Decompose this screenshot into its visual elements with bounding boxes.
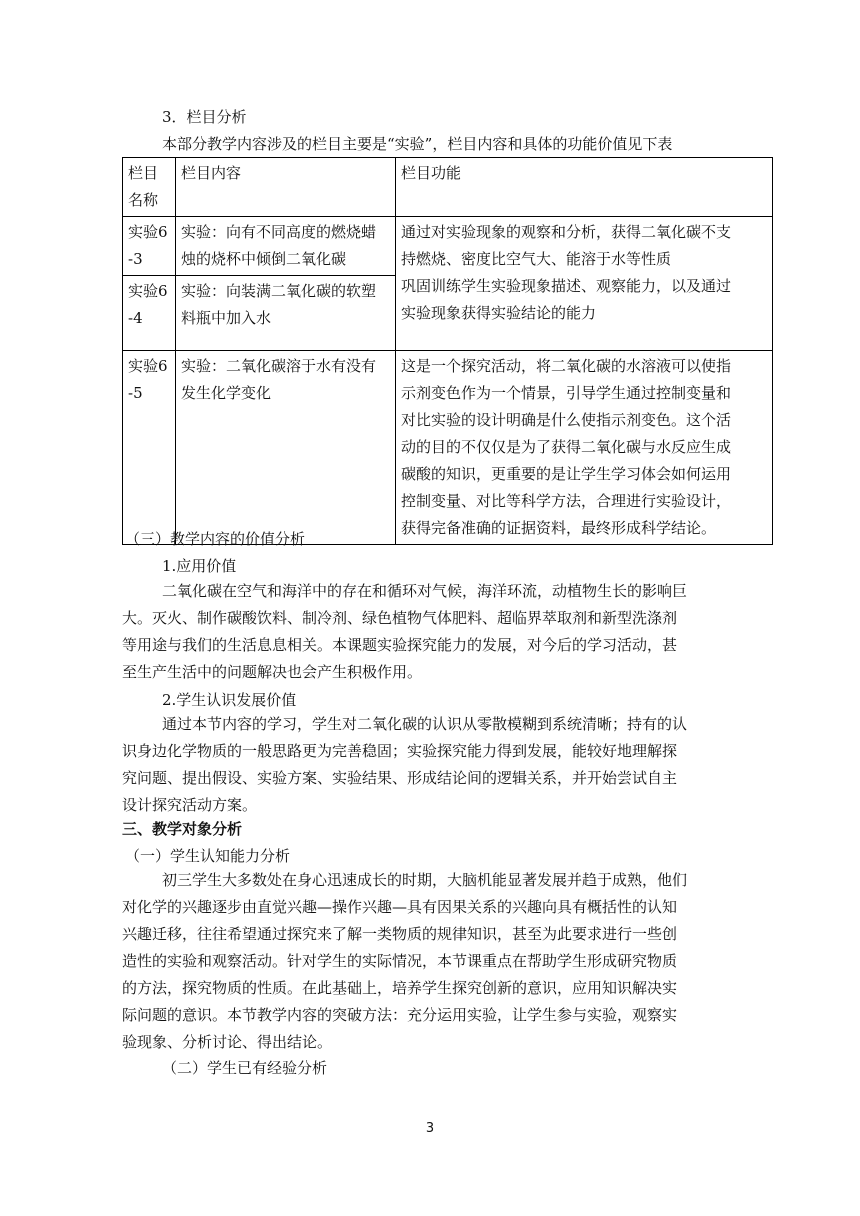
function-line: 通过对实验现象的观察和分析，获得二氧化碳不支 bbox=[401, 223, 732, 241]
paragraph-line: 造性的实验和观察活动。针对学生的实际情况，本节课重点在帮助学生形成研究物质 bbox=[122, 952, 678, 970]
function-line: 这是一个探究活动，将二氧化碳的水溶液可以使指 bbox=[401, 357, 732, 375]
column-table bbox=[122, 157, 773, 545]
table-row bbox=[123, 351, 773, 545]
subheading-cognitive: （一）学生认知能力分析 bbox=[125, 847, 291, 865]
paragraph-line: 等用途与我们的生活息息相关。本课题实验探究能力的发展，对今后的学习活动，甚 bbox=[122, 636, 678, 654]
subheading-application: 1.应用价值 bbox=[162, 557, 237, 575]
function-line: 实验现象获得实验结论的能力 bbox=[401, 304, 597, 322]
paragraph-line: 通过本节内容的学习，学生对二氧化碳的认识从零散模糊到系统清晰；持有的认 bbox=[162, 715, 688, 733]
paragraph-line: 二氧化碳在空气和海洋中的存在和循环对气候，海洋环流，动植物生长的影响巨 bbox=[162, 582, 688, 600]
function-line: 获得完备准确的证据资料，最终形成科学结论。 bbox=[401, 519, 717, 537]
row-function bbox=[396, 351, 773, 545]
table-header-row bbox=[123, 158, 773, 217]
heading-column-analysis: 3．栏目分析 bbox=[162, 108, 247, 126]
paragraph-line: 大。灭火、制作碳酸饮料、制冷剂、绿色植物气体肥料、超临界萃取剂和新型洗涤剂 bbox=[122, 609, 678, 627]
table-row bbox=[123, 217, 773, 276]
row-name: 实验6-4 bbox=[123, 276, 176, 351]
row-name: 实验6-3 bbox=[123, 217, 176, 276]
row-name: 实验6-5 bbox=[123, 351, 176, 545]
subheading-experience: （二）学生已有经验分析 bbox=[162, 1059, 328, 1077]
paragraph-line: 验现象、分析讨论、得出结论。 bbox=[122, 1033, 333, 1051]
application-paragraph bbox=[122, 578, 687, 686]
intro-text: 本部分教学内容涉及的栏目主要是“实验”，栏目内容和具体的功能价值见下表 bbox=[162, 135, 673, 153]
function-line: 碳酸的知识，更重要的是让学生学习体会如何运用 bbox=[401, 465, 732, 483]
paragraph-line: 识身边化学物质的一般思路更为完善稳固；实验探究能力得到发展，能较好地理解探 bbox=[122, 742, 678, 760]
header-cell-function: 栏目功能 bbox=[396, 158, 773, 217]
function-line: 持燃烧、密度比空气大、能溶于水等性质 bbox=[401, 250, 672, 268]
header-cell-name: 栏目名称 bbox=[123, 158, 176, 217]
function-line: 控制变量、对比等科学方法，合理进行实验设计， bbox=[401, 492, 732, 510]
header-cell-content: 栏目内容 bbox=[176, 158, 396, 217]
row-content: 实验：二氧化碳溶于水有没有发生化学变化 bbox=[176, 351, 396, 545]
paragraph-line: 至生产生活中的问题解决也会产生积极作用。 bbox=[122, 663, 423, 681]
section-value-heading: （三）教学内容的价值分析 bbox=[125, 530, 306, 548]
function-line: 示剂变色作为一个情景，引导学生通过控制变量和 bbox=[401, 384, 732, 402]
function-line: 动的目的不仅仅是为了获得二氧化碳与水反应生成 bbox=[401, 438, 732, 456]
paragraph-line: 际问题的意识。本节教学内容的突破方法：充分运用实验，让学生参与实验，观察实 bbox=[122, 1006, 678, 1024]
row-function bbox=[396, 217, 773, 351]
development-paragraph bbox=[122, 711, 687, 819]
paragraph-line: 初三学生大多数处在身心迅速成长的时期，大脑机能显著发展并趋于成熟，他们 bbox=[162, 871, 688, 889]
function-line: 对比实验的设计明确是什么使指示剂变色。这个活 bbox=[401, 411, 732, 429]
row-content: 实验：向有不同高度的燃烧蜡烛的烧杯中倾倒二氧化碳 bbox=[176, 217, 396, 276]
page-number: 3 bbox=[425, 1121, 435, 1136]
section-heading-student-analysis: 三、教学对象分析 bbox=[122, 820, 243, 838]
paragraph-line: 的方法，探究物质的性质。在此基础上，培养学生探究创新的意识，应用知识解决实 bbox=[122, 979, 678, 997]
subheading-development: 2.学生认识发展价值 bbox=[162, 691, 297, 709]
paragraph-line: 对化学的兴趣逐步由直觉兴趣—操作兴趣—具有因果关系的兴趣向具有概括性的认知 bbox=[122, 898, 678, 916]
row-content: 实验：向装满二氧化碳的软塑料瓶中加入水 bbox=[176, 276, 396, 351]
paragraph-line: 兴趣迁移，往往希望通过探究来了解一类物质的规律知识，甚至为此要求进行一些创 bbox=[122, 925, 678, 943]
paragraph-line: 设计探究活动方案。 bbox=[122, 796, 258, 814]
function-line: 巩固训练学生实验现象描述、观察能力，以及通过 bbox=[401, 277, 732, 295]
paragraph-line: 究问题、提出假设、实验方案、实验结果、形成结论间的逻辑关系，并开始尝试自主 bbox=[122, 769, 678, 787]
cognitive-paragraph bbox=[122, 867, 687, 1056]
